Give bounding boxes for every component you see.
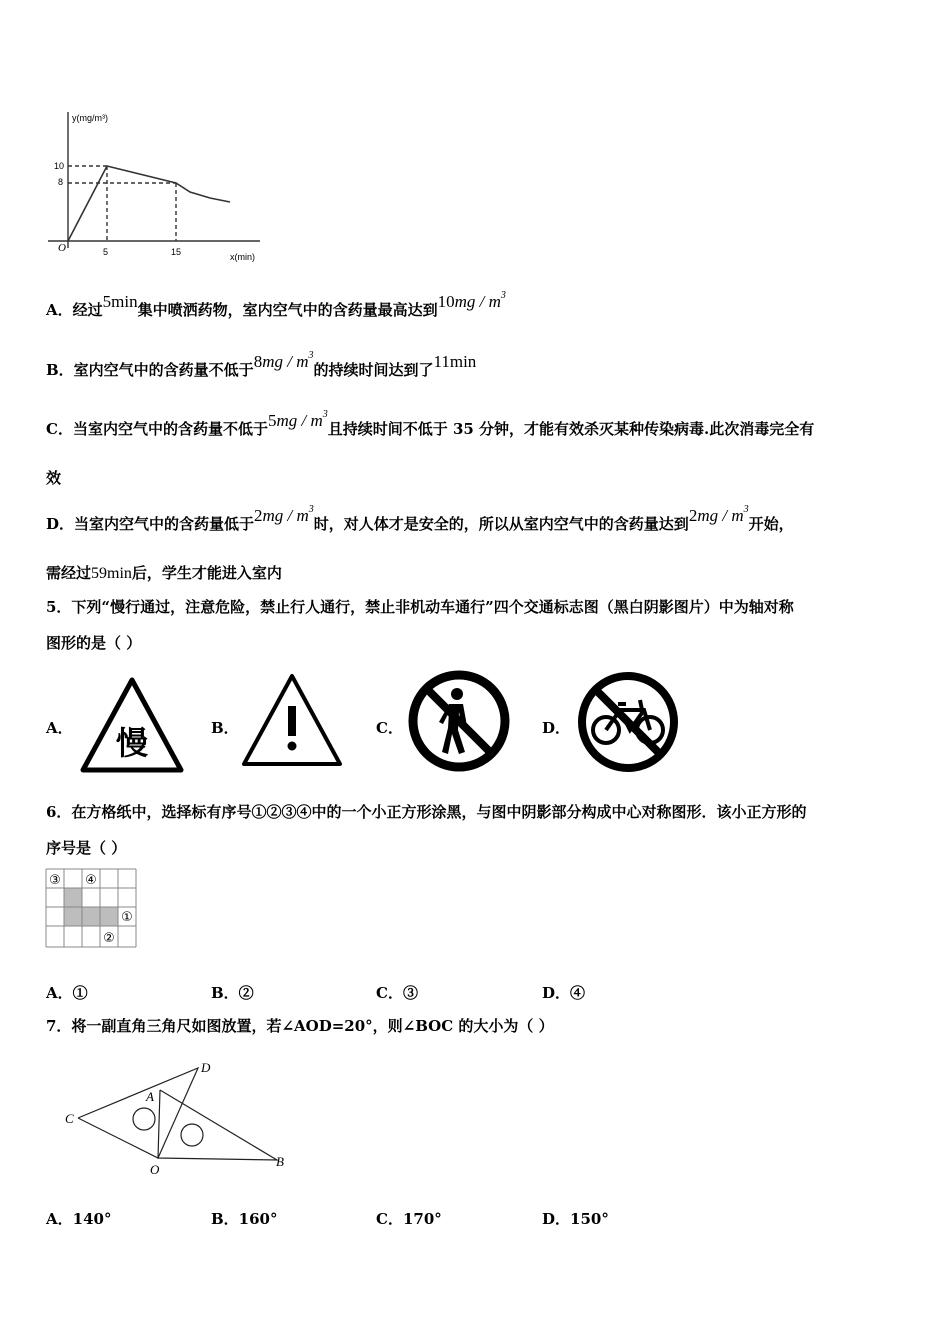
math: $2mg / m^3$	[688, 504, 749, 525]
q5-option-b-label: B．	[211, 719, 239, 737]
q6-option-c: C．③	[376, 984, 418, 1002]
grid-label-1: ①	[121, 910, 133, 925]
grid-label-2: ②	[103, 931, 115, 946]
q6-stem-line1: 6．在方格纸中，选择标有序号①②③④中的一个小正方形涂黑，与图中阴影部分构成中心对称图形．该小正方形的	[46, 803, 807, 821]
math: $10mg / m^3$	[437, 290, 506, 311]
origin-label: O	[58, 242, 66, 254]
q6-option-d: D．④	[542, 984, 586, 1002]
triangle-rulers-figure	[60, 1056, 295, 1180]
grid-label-3: ③	[49, 873, 61, 888]
q5-option-c-label: C．	[376, 719, 403, 737]
q4-option-d-line2: 需经过59min后，学生才能进入室内	[46, 564, 282, 582]
x-tick-5: 5	[103, 247, 109, 257]
point-c-label: C	[65, 1111, 74, 1126]
q5-option-d-label: D．	[542, 719, 571, 737]
concentration-graph	[40, 108, 270, 268]
q7-option-d: D．150°	[542, 1210, 609, 1228]
q6-option-b: B．②	[211, 984, 254, 1002]
q7-option-c: C．170°	[376, 1210, 442, 1228]
q4-option-c-line2: 效	[46, 469, 62, 487]
q7-stem: 7．将一副直角三角尺如图放置，若∠AOD=20°，则∠BOC 的大小为（ ）	[46, 1017, 554, 1035]
math: 5min	[102, 292, 138, 311]
y-axis-label: y(mg/m³)	[72, 113, 108, 123]
math: $8mg / m^3$	[253, 350, 314, 371]
point-o-label: O	[150, 1162, 160, 1177]
q4-option-b: B．室内空气中的含药量不低于$8mg / m^3$的持续时间达到了11min	[46, 350, 477, 379]
math: $2mg / m^3$	[254, 504, 314, 525]
point-d-label: D	[201, 1060, 211, 1075]
y-tick-10: 10	[54, 161, 65, 171]
grid-label-4: ④	[85, 873, 97, 888]
math: $5mg / m^3$	[267, 409, 328, 430]
math: 11min	[433, 352, 477, 371]
grid-figure	[45, 868, 139, 950]
no-bicycle-sign-icon	[574, 670, 682, 774]
x-tick-15: 15	[171, 247, 182, 257]
danger-sign-icon	[240, 672, 344, 768]
no-pedestrian-sign-icon	[405, 668, 513, 774]
q4-option-a: A．经过5min集中喷洒药物，室内空气中的含药量最高达到$10mg / m^3$	[46, 290, 506, 319]
point-a-label: A	[146, 1089, 154, 1104]
q5-stem-line2: 图形的是（ ）	[46, 634, 142, 652]
q4-option-c: C．当室内空气中的含药量不低于$5mg / m^3$且持续时间不低于 35 分钟，才能有效杀灭某种传染病毒.此次消毒完全有	[46, 409, 815, 438]
slow-sign-text: 慢	[115, 724, 149, 762]
q7-option-a: A．140°	[46, 1210, 112, 1228]
q5-stem-line1: 5．下列“慢行通过，注意危险，禁止行人通行，禁止非机动车通行”四个交通标志图（黑白阴影图片）中为轴对称	[46, 598, 794, 616]
q5-option-a-label: A．	[46, 719, 73, 737]
q4-option-d: D．当室内空气中的含药量低于$2mg / m^3$时，对人体才是安全的，所以从室内空气中的含药量达到$2mg / m^3$开始，	[46, 504, 794, 533]
q6-stem-line2: 序号是（ ）	[46, 839, 127, 857]
point-b-label: B	[276, 1154, 284, 1169]
x-axis-label: x(min)	[230, 252, 255, 262]
slow-sign-icon	[78, 676, 186, 774]
q7-option-b: B．160°	[211, 1210, 278, 1228]
q6-option-a: A．①	[46, 984, 88, 1002]
y-tick-8: 8	[58, 177, 64, 187]
